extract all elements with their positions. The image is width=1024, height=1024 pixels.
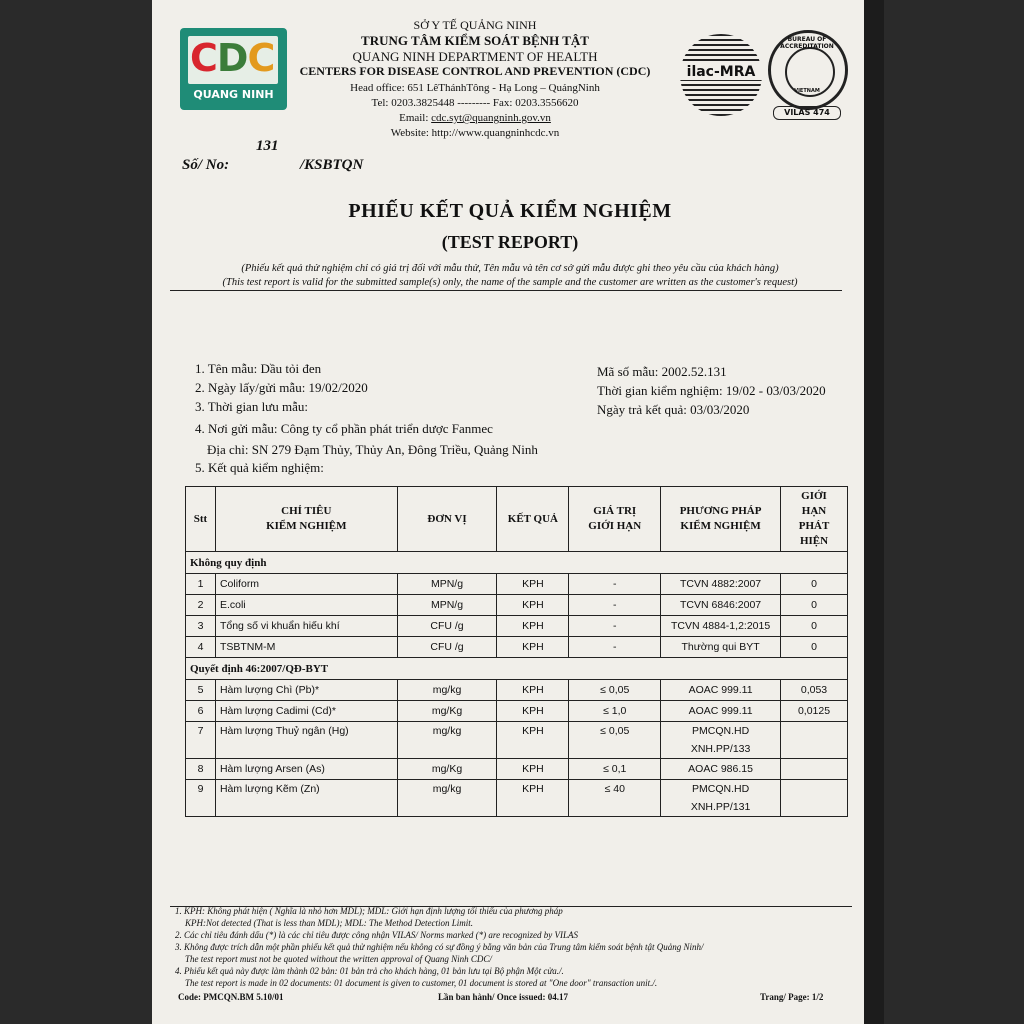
header-line-4: CENTERS FOR DISEASE CONTROL AND PREVENTION (CDC) <box>299 64 651 78</box>
sample-code: Mã số mẫu: 2002.52.131 <box>597 364 727 379</box>
cell-result: KPH <box>497 574 569 595</box>
cell-detection-limit: 0 <box>781 616 848 637</box>
cell-limit: ≤ 1,0 <box>569 701 661 722</box>
col-header-limit: GIÁ TRỊ GIỚI HẠN <box>569 487 661 552</box>
email-line <box>290 112 660 124</box>
email-link[interactable]: cdc.syt@quangninh.gov.vn <box>431 112 551 124</box>
sample-name: 1. Tên mẫu: Dầu tỏi đen <box>195 361 322 376</box>
cell-result: KPH <box>497 595 569 616</box>
page-edge-shadow <box>864 0 884 1024</box>
cell-method: AOAC 986.15 <box>661 759 781 780</box>
cell-criteria: Hàm lượng Chì (Pb)* <box>215 680 397 701</box>
cell-limit: - <box>569 574 661 595</box>
cell-result: KPH <box>497 722 569 759</box>
issue-info: Lần ban hành/ Once issued: 04.17 <box>438 992 569 1002</box>
cell-result: KPH <box>497 637 569 658</box>
col-header-criteria: CHỈ TIÊU KIỂM NGHIỆM <box>215 487 397 552</box>
cell-method: PMCQN.HD XNH.PP/133 <box>661 722 781 759</box>
header-line-2: TRUNG TÂM KIỂM SOÁT BỆNH TẬT <box>361 33 589 48</box>
validity-note-vi: (Phiếu kết quả thử nghiệm chỉ có giá trị đối với mẫu thử, Tên mẫu và tên cơ sở gửi mẫu được ghi theo yêu cầu của khách hàng) <box>241 263 779 274</box>
cell-unit: MPN/g <box>397 595 497 616</box>
cell-result: KPH <box>497 701 569 722</box>
cell-result: KPH <box>497 780 569 817</box>
email-label: Email: <box>399 112 432 124</box>
cell-limit: - <box>569 637 661 658</box>
footnote-line: 2. Các chỉ tiêu đánh dấu (*) là các chỉ tiêu được công nhận VILAS/ Norms marked (*) are recognized by VILAS <box>175 930 578 940</box>
cell-limit: ≤ 0,1 <box>569 759 661 780</box>
table-row <box>186 637 848 658</box>
footnote-line: The test report is made in 02 documents: 01 document is given to customer, 01 document is stored at "One door" transaction unit./. <box>185 978 658 988</box>
cell-stt: 5 <box>186 680 216 701</box>
table-row <box>186 722 848 759</box>
cell-unit: mg/kg <box>397 722 497 759</box>
cell-criteria: Coliform <box>215 574 397 595</box>
validity-note-en: (This test report is valid for the submitted sample(s) only, the name of the sample and the customer are written as the customer's request) <box>222 277 798 288</box>
cell-unit: MPN/g <box>397 574 497 595</box>
footnote-line: 3. Không được trích dẫn một phần phiếu kết quả thử nghiệm nếu không có sự đồng ý bằng văn bản của Trung tâm kiểm soát bệnh tật Quảng Ninh/ <box>175 942 704 952</box>
cell-result: KPH <box>497 616 569 637</box>
cell-criteria: Hàm lượng Thuỷ ngân (Hg) <box>215 722 397 759</box>
col-header-method: PHƯƠNG PHÁP KIỂM NGHIỆM <box>661 487 781 552</box>
cell-limit: ≤ 40 <box>569 780 661 817</box>
table-header-row <box>186 487 848 552</box>
cell-detection-limit <box>781 722 848 759</box>
col-header-result: KẾT QUẢ <box>497 487 569 552</box>
cell-stt: 8 <box>186 759 216 780</box>
cell-stt: 1 <box>186 574 216 595</box>
cell-method: TCVN 4884-1,2:2015 <box>661 616 781 637</box>
cell-method: TCVN 4882:2007 <box>661 574 781 595</box>
cell-stt: 6 <box>186 701 216 722</box>
tel-fax: Tel: 0203.3825448 --------- Fax: 0203.3556620 <box>371 97 579 109</box>
boa-ring-text: BUREAU OF ACCREDITATION <box>780 36 834 50</box>
sample-address: Địa chỉ: SN 279 Đạm Thủy, Thủy An, Đông Triều, Quảng Ninh <box>207 442 538 457</box>
group-label: Quyết định 46:2007/QĐ-BYT <box>186 658 848 680</box>
cell-criteria: Tổng số vi khuẩn hiếu khí <box>215 616 397 637</box>
doc-number-label: Số/ No: <box>182 157 230 173</box>
test-period: Thời gian kiểm nghiệm: 19/02 - 03/03/2020 <box>597 383 826 398</box>
cell-detection-limit: 0,053 <box>781 680 848 701</box>
footnote-line: 1. KPH: Không phát hiện ( Nghĩa là nhỏ hơn MDL); MDL: Giới hạn định lượng tối thiểu của phương pháp <box>175 906 563 916</box>
table-row <box>186 759 848 780</box>
cell-result: KPH <box>497 759 569 780</box>
footnote-line: 4. Phiếu kết quả này được làm thành 02 bản: 01 bản trả cho khách hàng, 01 bản lưu tại Bộ phận Một cửa./. <box>175 966 564 976</box>
cell-limit: - <box>569 616 661 637</box>
cell-method: Thường qui BYT <box>661 637 781 658</box>
website-line: Website: http://www.quangninhcdc.vn <box>390 127 560 139</box>
table-row <box>186 780 848 817</box>
cell-unit: mg/kg <box>397 780 497 817</box>
footnote-line: KPH:Not detected (That is less than MDL); MDL: The Method Detection Limit. <box>185 918 473 928</box>
group-row <box>186 658 848 680</box>
col-header-unit: ĐƠN VỊ <box>397 487 497 552</box>
sample-storage: 3. Thời gian lưu mẫu: <box>195 399 308 414</box>
group-label: Không quy định <box>186 552 848 574</box>
cell-detection-limit: 0,0125 <box>781 701 848 722</box>
cell-detection-limit: 0 <box>781 637 848 658</box>
cell-result: KPH <box>497 680 569 701</box>
cell-method: AOAC 999.11 <box>661 680 781 701</box>
cell-stt: 7 <box>186 722 216 759</box>
cell-criteria: Hàm lượng Kẽm (Zn) <box>215 780 397 817</box>
cell-criteria: Hàm lượng Arsen (As) <box>215 759 397 780</box>
ilac-mra-text: ilac-MRA <box>676 64 766 80</box>
footnote-line: The test report must not be quoted without the written approval of Quang Ninh CDC/ <box>185 954 492 964</box>
header-line-1: SỞ Y TẾ QUẢNG NINH <box>413 18 537 32</box>
vilas-badge: VILAS 474 <box>773 106 841 120</box>
col-header-stt: Stt <box>186 487 216 552</box>
cell-unit: mg/Kg <box>397 759 497 780</box>
cell-limit: - <box>569 595 661 616</box>
table-row <box>186 680 848 701</box>
cell-method: TCVN 6846:2007 <box>661 595 781 616</box>
table-row <box>186 595 848 616</box>
cell-limit: ≤ 0,05 <box>569 680 661 701</box>
col-header-detection-limit: GIỚI HẠN PHÁT HIỆN <box>781 487 848 552</box>
title-divider <box>170 290 842 291</box>
cell-detection-limit <box>781 780 848 817</box>
table-row <box>186 574 848 595</box>
cell-unit: mg/Kg <box>397 701 497 722</box>
return-date: Ngày trả kết quả: 03/03/2020 <box>597 402 750 417</box>
cell-stt: 3 <box>186 616 216 637</box>
results-table <box>185 486 848 817</box>
page-subtitle: (TEST REPORT) <box>441 232 579 252</box>
doc-number-suffix: /KSBTQN <box>300 157 364 173</box>
table-row <box>186 616 848 637</box>
cell-unit: mg/kg <box>397 680 497 701</box>
form-code: Code: PMCQN.BM 5.10/01 <box>178 992 284 1002</box>
table-row <box>186 701 848 722</box>
logo-subtitle: QUANG NINH <box>193 88 274 101</box>
cell-stt: 4 <box>186 637 216 658</box>
cell-detection-limit: 0 <box>781 595 848 616</box>
boa-country-text: VIETNAM <box>794 88 820 94</box>
cell-limit: ≤ 0,05 <box>569 722 661 759</box>
cell-criteria: Hàm lượng Cadimi (Cd)* <box>215 701 397 722</box>
sample-sender: 4. Nơi gửi mẫu: Công ty cổ phần phát triển dược Fanmec <box>195 421 493 436</box>
sample-date: 2. Ngày lấy/gửi mẫu: 19/02/2020 <box>195 380 368 395</box>
page-number: Trang/ Page: 1/2 <box>760 992 824 1002</box>
cell-criteria: E.coli <box>215 595 397 616</box>
cell-stt: 2 <box>186 595 216 616</box>
results-label: 5. Kết quả kiểm nghiệm: <box>195 460 324 475</box>
cdc-logo <box>180 28 287 110</box>
doc-number: 131 <box>256 138 279 154</box>
cell-stt: 9 <box>186 780 216 817</box>
cell-detection-limit: 0 <box>781 574 848 595</box>
header-line-3: QUANG NINH DEPARTMENT OF HEALTH <box>352 49 598 64</box>
cell-criteria: TSBTNM-M <box>215 637 397 658</box>
cell-detection-limit <box>781 759 848 780</box>
cell-method: AOAC 999.11 <box>661 701 781 722</box>
group-row <box>186 552 848 574</box>
page-title: PHIẾU KẾT QUẢ KIỂM NGHIỆM <box>348 200 672 222</box>
logo-text: CDC <box>190 36 275 80</box>
cell-method: PMCQN.HD XNH.PP/131 <box>661 780 781 817</box>
head-office: Head office: 651 LêThánhTông - Hạ Long – QuảngNinh <box>350 82 600 94</box>
cell-unit: CFU /g <box>397 616 497 637</box>
cell-unit: CFU /g <box>397 637 497 658</box>
